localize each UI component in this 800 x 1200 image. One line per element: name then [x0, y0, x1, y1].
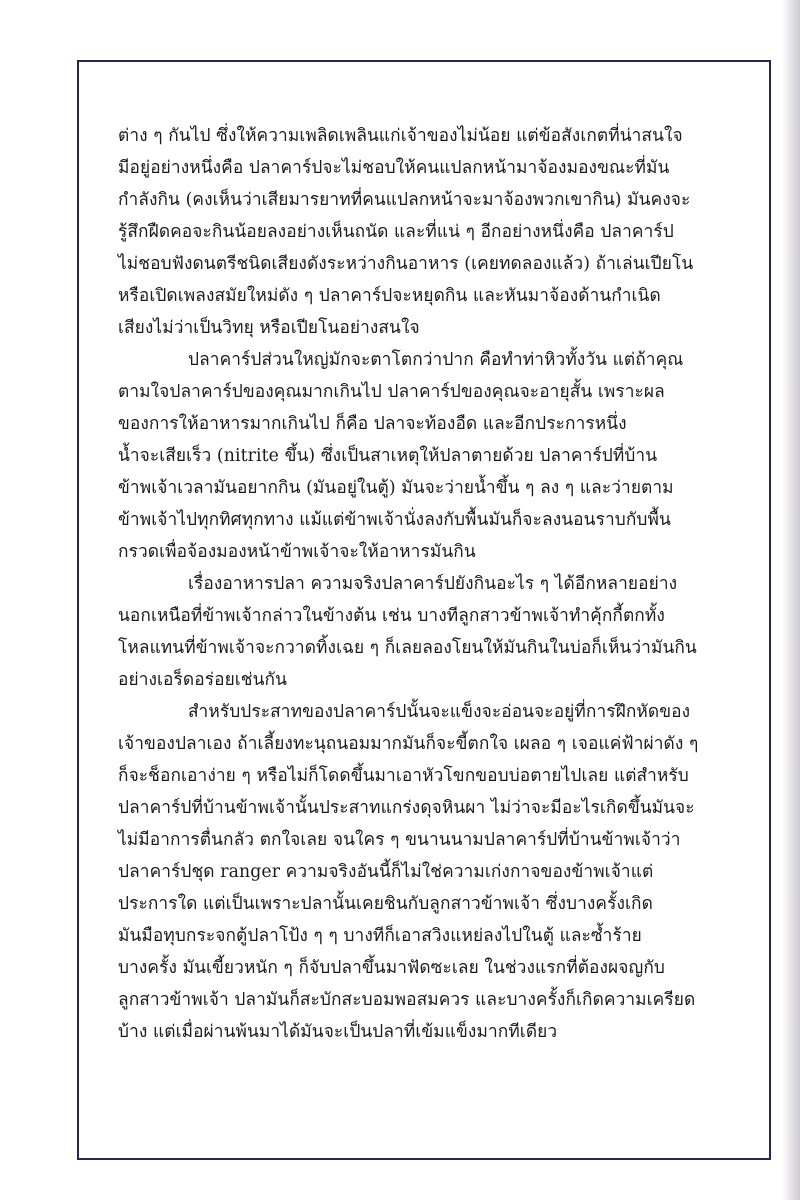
text-line: ไม่มีอาการตื่นกลัว ตกใจเลย จนใคร ๆ ขนานนามปลาคาร์ปที่บ้านข้าพเจ้าว่า	[118, 830, 681, 850]
text-line: ปลาคาร์ปชุด ranger ความจริงอันนี้ก็ไม่ใช่ความเก่งกาจของข้าพเจ้าแต่	[118, 862, 654, 882]
text-line: โหลแทนที่ข้าพเจ้าจะกวาดทิ้งเฉย ๆ ก็เลยลองโยนให้มันกินในบ่อก็เห็นว่ามันกิน	[118, 638, 697, 658]
text-line: ต่าง ๆ กันไป ซึ่งให้ความเพลิดเพลินแก่เจ้าของไม่น้อย แต่ข้อสังเกตที่น่าสนใจ	[118, 126, 683, 146]
text-line: เสียงไม่ว่าเป็นวิทยุ หรือเปียโนอย่างสนใจ	[118, 318, 420, 338]
text-line: บางครั้ง มันเขี้ยวหนัก ๆ ก็จับปลาขึ้นมาฟัดซะเลย ในช่วงแรกที่ต้องผจญกับ	[118, 958, 665, 978]
text-line: ข้าพเจ้าไปทุกทิศทุกทาง แม้แต่ข้าพเจ้านั่งลงกับพื้นมันก็จะลงนอนราบกับพื้น	[118, 510, 671, 530]
text-line: รู้สึกฝืดคอจะกินน้อยลงอย่างเห็นถนัด และที่แน่ ๆ อีกอย่างหนึ่งคือ ปลาคาร์ป	[118, 222, 674, 242]
text-line: กำลังกิน (คงเห็นว่าเสียมารยาทที่คนแปลกหน้าจะมาจ้องพวกเขากิน) มันคงจะ	[118, 190, 691, 210]
text-line: กรวดเพื่อจ้องมองหน้าข้าพเจ้าจะให้อาหารมันกิน	[118, 542, 476, 562]
text-line: เจ้าของปลาเอง ถ้าเลี้ยงทะนุถนอมมากมันก็จะขี้ตกใจ เผลอ ๆ เจอแค่ฟ้าผ่าดัง ๆ	[118, 734, 699, 754]
page-edge-shadow	[782, 0, 800, 1200]
text-line: หรือเปิดเพลงสมัยใหม่ดัง ๆ ปลาคาร์ปจะหยุดกิน และหันมาจ้องด้านกำเนิด	[118, 286, 661, 306]
text-line: มีอยู่อย่างหนึ่งคือ ปลาคาร์ปจะไม่ชอบให้คนแปลกหน้ามาจ้องมองขณะที่มัน	[118, 158, 670, 178]
text-line: อย่างเอร็ดอร่อยเช่นกัน	[118, 670, 288, 690]
text-line: ตามใจปลาคาร์ปของคุณมากเกินไป ปลาคาร์ปของคุณจะอายุสั้น เพราะผล	[118, 382, 665, 402]
text-line: ปลาคาร์ปส่วนใหญ่มักจะตาโตกว่าปาก คือทำท่าหิวทั้งวัน แต่ถ้าคุณ	[188, 350, 684, 370]
text-line: บ้าง แต่เมื่อผ่านพ้นมาได้มันจะเป็นปลาที่เข้มแข็งมากทีเดียว	[118, 1022, 558, 1042]
body-text	[118, 120, 733, 1048]
text-line: นอกเหนือที่ข้าพเจ้ากล่าวในข้างต้น เช่น บางทีลูกสาวข้าพเจ้าทำคุ้กกี้ตกทั้ง	[118, 606, 665, 626]
text-line: ประการใด แต่เป็นเพราะปลานั้นเคยชินกับลูกสาวข้าพเจ้า ซึ่งบางครั้งเกิด	[118, 894, 653, 914]
text-line: ก็จะช็อกเอาง่าย ๆ หรือไม่ก็โดดขึ้นมาเอาหัวโขกขอบบ่อตายไปเลย แต่สำหรับ	[118, 766, 689, 786]
text-line: ปลาคาร์ปที่บ้านข้าพเจ้านั้นประสาทแกร่งดุจหินผา ไม่ว่าจะมีอะไรเกิดขึ้นมันจะ	[118, 798, 695, 818]
text-line: มันมือทุบกระจกตู้ปลาโป้ง ๆ ๆ บางทีก็เอาสวิงแหย่ลงไปในตู้ และซ้ำร้าย	[118, 926, 642, 946]
text-line: เรื่องอาหารปลา ความจริงปลาคาร์ปยังกินอะไร ๆ ได้อีกหลายอย่าง	[188, 574, 678, 594]
text-line: ไม่ชอบฟังดนตรีชนิดเสียงดังระหว่างกินอาหาร (เคยทดลองแล้ว) ถ้าเล่นเปียโน	[118, 254, 694, 274]
text-line: ลูกสาวข้าพเจ้า ปลามันก็สะบักสะบอมพอสมควร และบางครั้งก็เกิดความเครียด	[118, 990, 696, 1010]
text-line: สำหรับประสาทของปลาคาร์ปนั้นจะแข็งจะอ่อนจะอยู่ที่การฝึกหัดของ	[188, 702, 691, 722]
text-line: ของการให้อาหารมากเกินไป ก็คือ ปลาจะท้องอืด และอีกประการหนึ่ง	[118, 414, 627, 434]
text-line: ข้าพเจ้าเวลามันอยากกิน (มันอยู่ในตู้) มันจะว่ายน้ำขึ้น ๆ ลง ๆ และว่ายตาม	[118, 478, 674, 498]
text-line: น้ำจะเสียเร็ว (nitrite ขึ้น) ซึ่งเป็นสาเหตุให้ปลาตายด้วย ปลาคาร์ปที่บ้าน	[118, 446, 658, 466]
